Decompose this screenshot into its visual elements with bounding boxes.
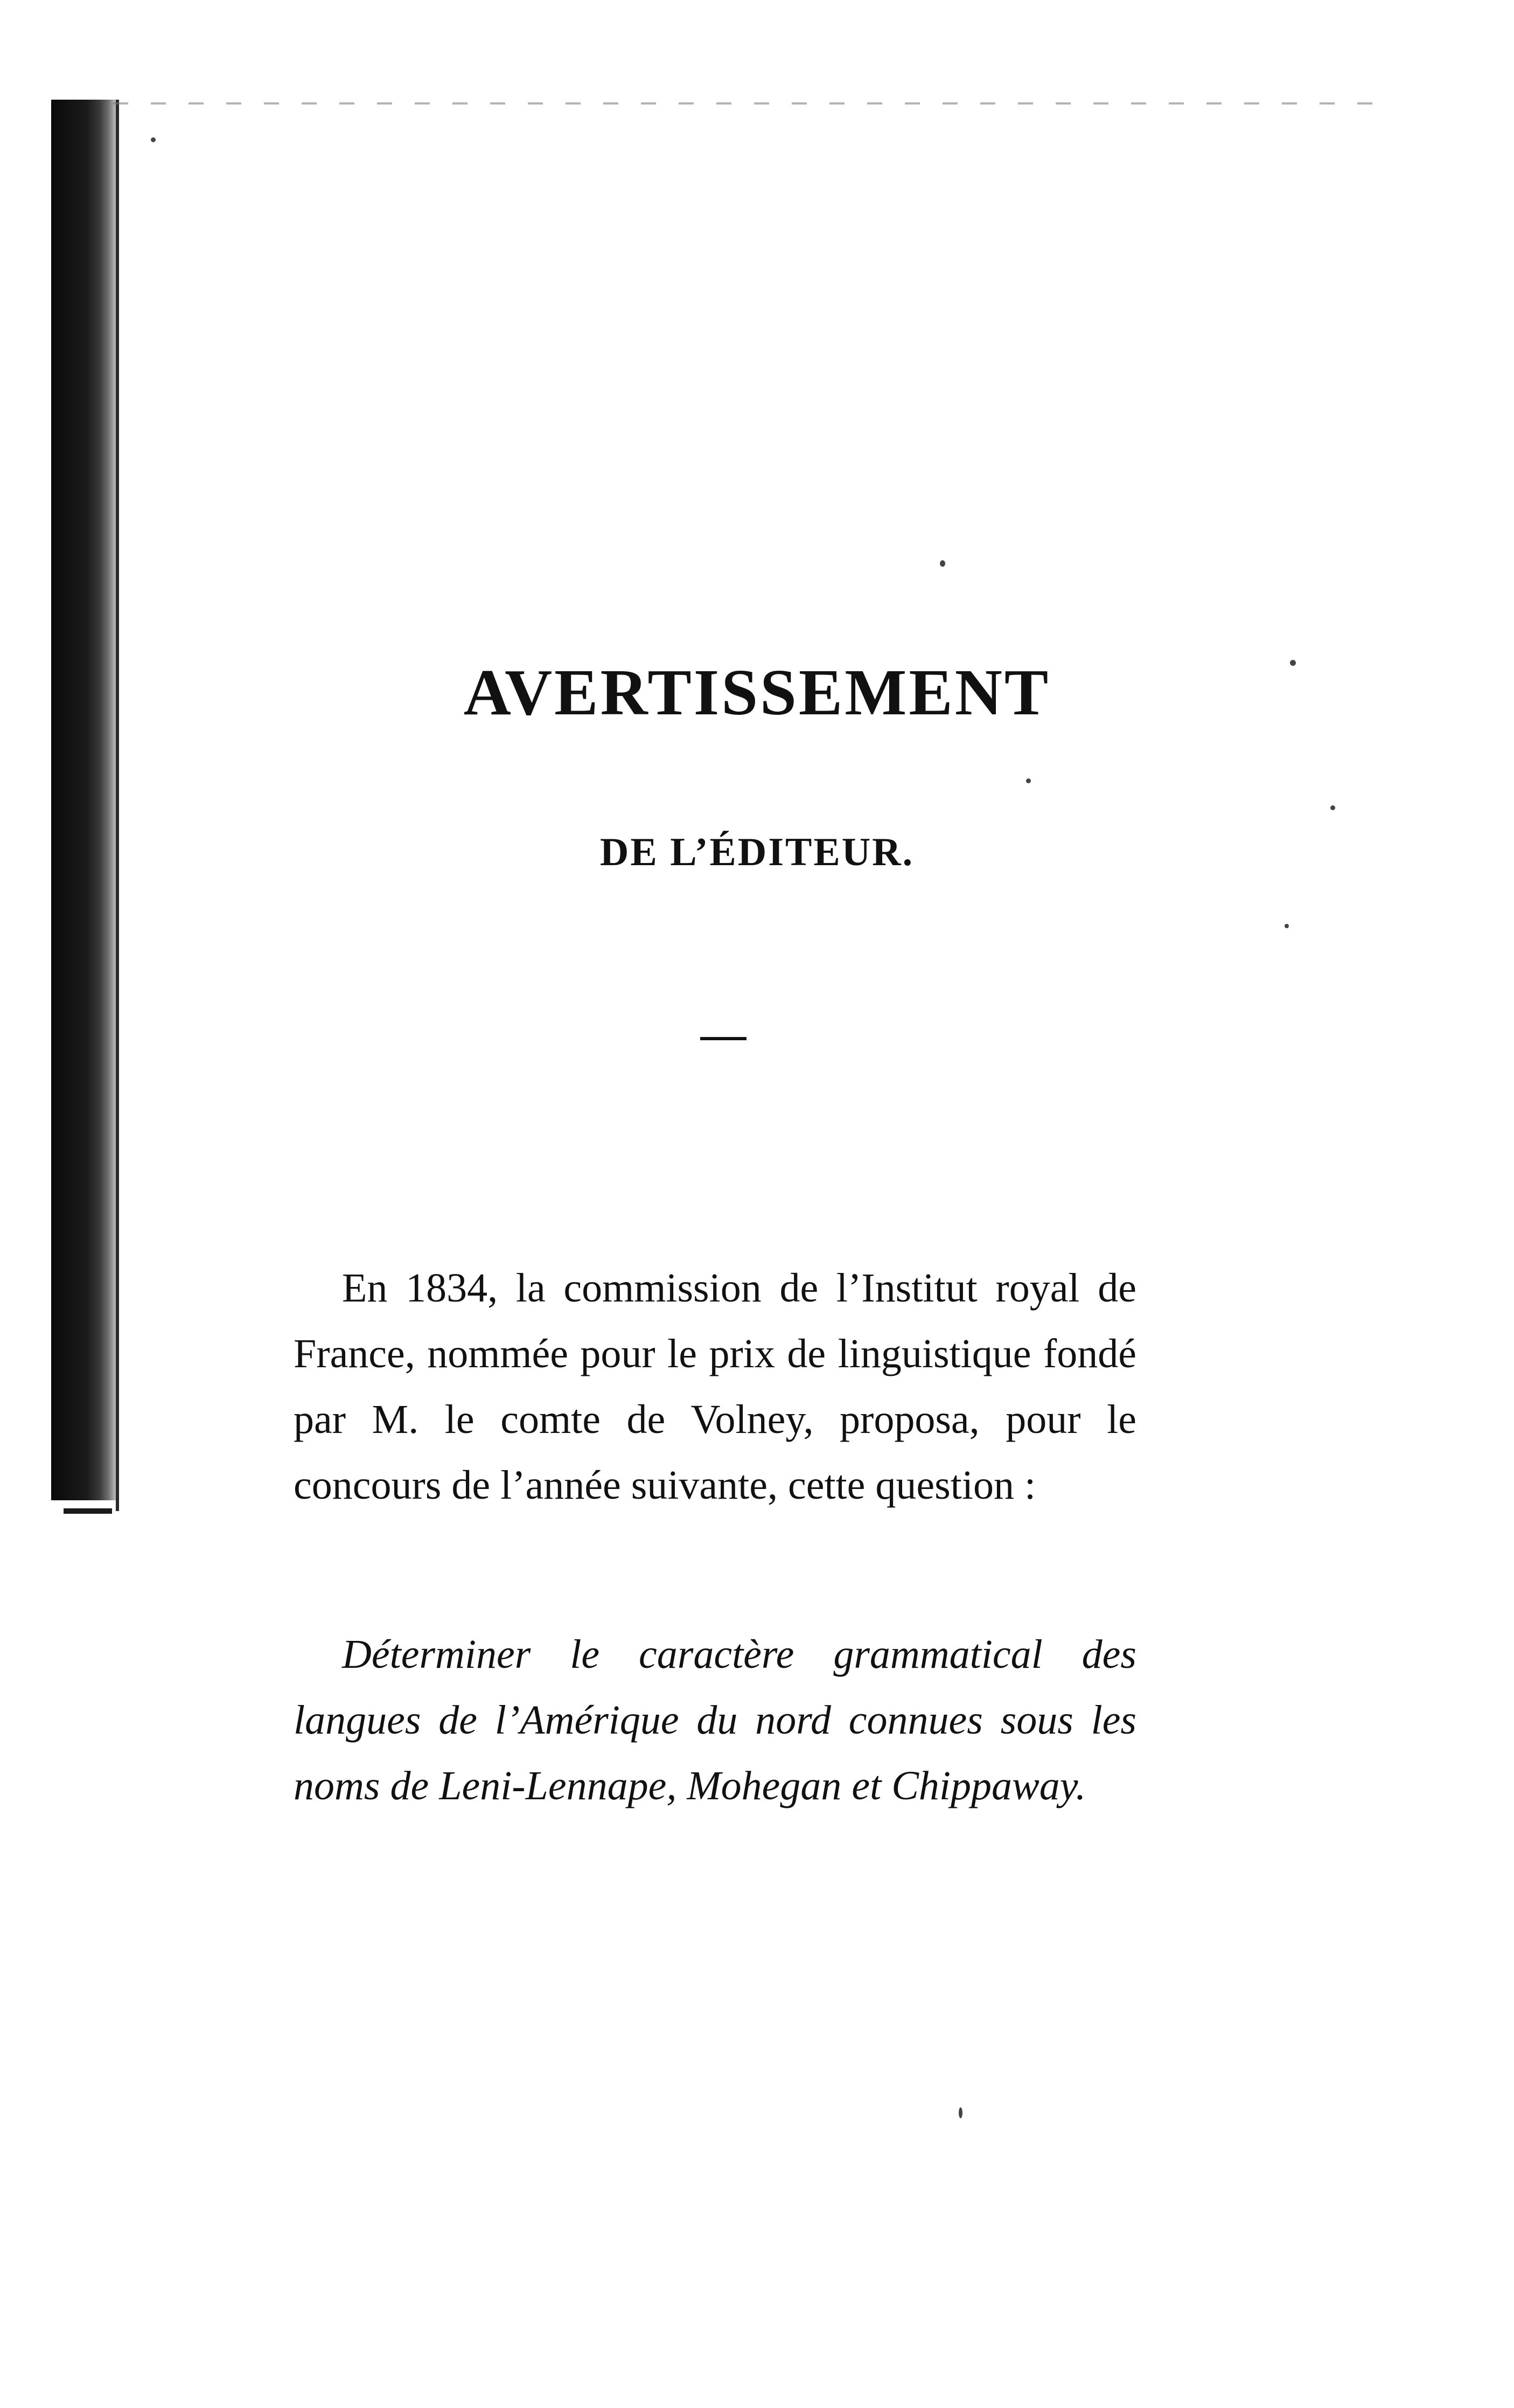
page-title: AVERTISSEMENT [463, 656, 1051, 729]
binding-edge-line [116, 100, 119, 1511]
page-speck [1285, 924, 1289, 928]
page-speck [1330, 805, 1335, 810]
top-edge-smudge [113, 102, 1373, 105]
binding-shadow [51, 100, 116, 1500]
title-divider [700, 1037, 746, 1040]
body-paragraph: En 1834, la commission de l’Institut royal de France, nommée pour le prix de linguistique fondé par M. le comte de Volney, proposa, pour le concours de l’année suivante, cette question : [294, 1265, 1136, 1508]
binding-foot-mark [64, 1508, 112, 1514]
page-speck [1026, 778, 1031, 783]
prize-question: Déterminer le caractère grammatical des langues de l’Amérique du nord connues sous les noms de Leni-Lennape, Mohegan et Chippaway. [294, 1632, 1136, 1808]
page-speck [151, 137, 156, 142]
page-subtitle: DE L’ÉDITEUR. [599, 830, 915, 874]
page-speck [959, 2107, 962, 2118]
page-speck [940, 560, 945, 567]
